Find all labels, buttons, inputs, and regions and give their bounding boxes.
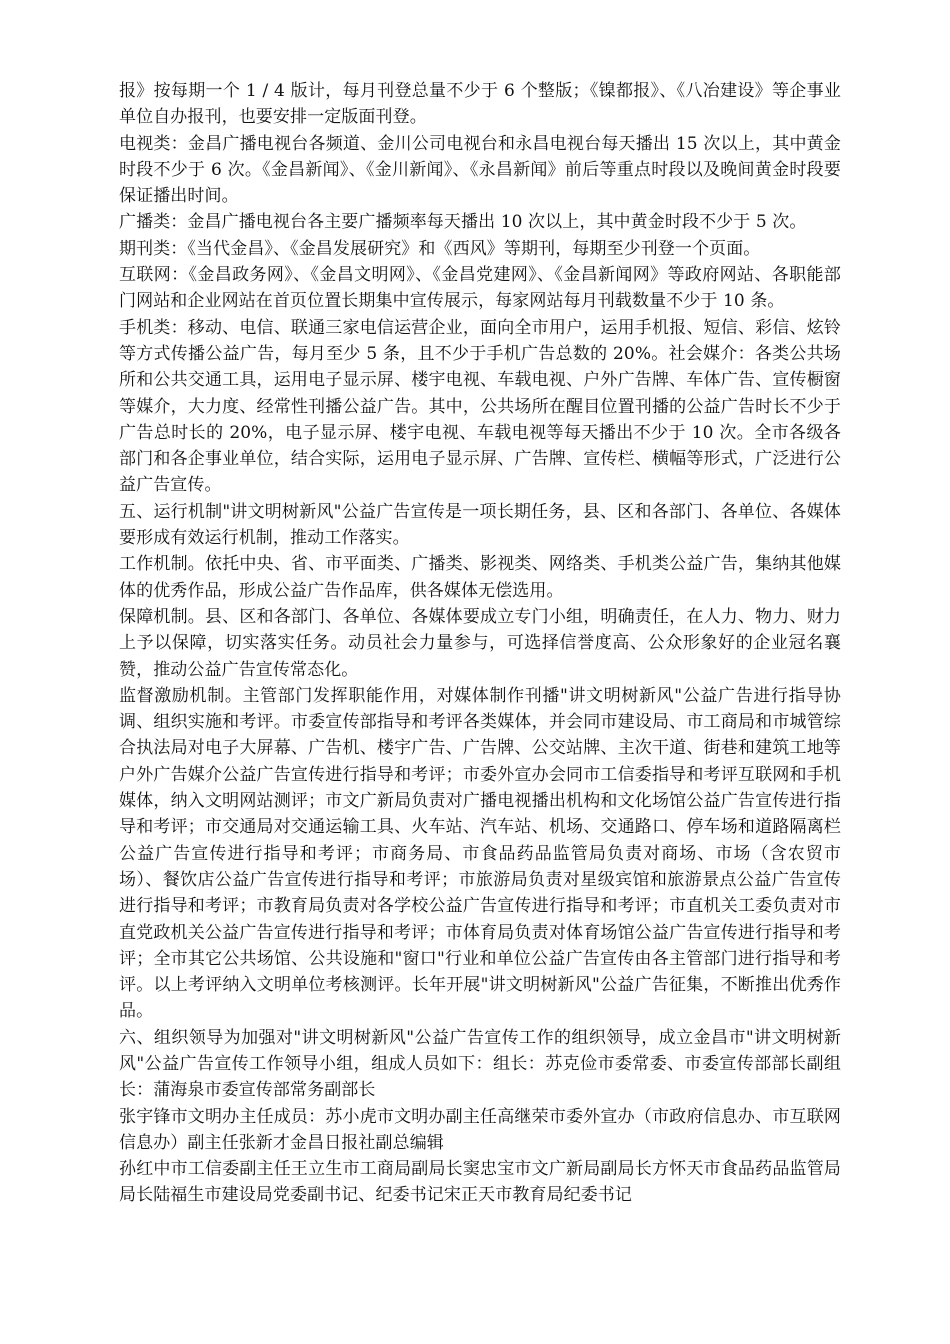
paragraph-internet: 互联网：《金昌政务网》、《金昌文明网》、《金昌党建网》、《金昌新闻网》等政府网站、各职能部门网站和企业网站在首页位置长期集中宣传展示，每家网站每月刊载数量不少于 10 条。: [119, 265, 841, 312]
document-body: [119, 78, 841, 1209]
paragraph-members-part-two: 孙红中市工信委副主任王立生市工商局副局长窦忠宝市文广新局副局长方怀天市食品药品监管局局长陆福生市建设局党委副书记、纪委书记宋正天市教育局纪委书记: [119, 1159, 841, 1206]
paragraph-section-six-heading: 六、组织领导为加强对"讲文明树新风"公益广告宣传工作的组织领导，成立金昌市"讲文明树新风"公益广告宣传工作领导小组，组成人员如下：组长：苏克俭市委常委、市委宣传部部长副组长：蒲海泉市委宣传部常务副部长: [119, 1027, 841, 1101]
paragraph-work-mechanism: 工作机制。依托中央、省、市平面类、广播类、影视类、网络类、手机类公益广告，集纳其他媒体的优秀作品，形成公益广告作品库，供各媒体无偿选用。: [119, 554, 841, 601]
paragraph-television: 电视类：金昌广播电视台各频道、金川公司电视台和永昌电视台每天播出 15 次以上，其中黄金时段不少于 6 次。《金昌新闻》、《金川新闻》、《永昌新闻》前后等重点时段以及晚间黄金时段要保证播出时间。: [119, 133, 841, 207]
paragraph-periodicals: 期刊类：《当代金昌》、《金昌发展研究》和《西风》等期刊，每期至少刊登一个页面。: [119, 238, 761, 259]
paragraph-mobile-and-social-media: 手机类：移动、电信、联通三家电信运营企业，面向全市用户，运用手机报、短信、彩信、炫铃等方式传播公益广告，每月至少 5 条，且不少于手机广告总数的 20%。社会媒介：各类公共场所和公共交通工具，运用电子显示屏、楼宇电视、车载电视、户外广告牌、车体广告、宣传橱窗等媒介，大力度、经常性刊播公益广告。其中，公共场所在醒目位置刊播的公益广告时长不少于广告总时长的 20%，电子显示屏、楼宇电视、车载电视等每天播出不少于 10 次。全市各级各部门和各企事业单位，结合实际，运用电子显示屏、广告牌、宣传栏、横幅等形式，广泛进行公益广告宣传。: [119, 317, 841, 496]
paragraph-newspaper-quota: 报》按每期一个 1 / 4 版计，每月刊登总量不少于 6 个整版；《镍都报》、《八冶建设》等企事业单位自办报刊，也要安排一定版面刊登。: [119, 81, 841, 128]
paragraph-members-part-one: 张宇锋市文明办主任成员：苏小虎市文明办副主任高继荣市委外宣办（市政府信息办、市互联网信息办）副主任张新才金昌日报社副总编辑: [119, 1106, 841, 1153]
paragraph-radio: 广播类：金昌广播电视台各主要广播频率每天播出 10 次以上，其中黄金时段不少于 5 次。: [119, 212, 807, 233]
paragraph-guarantee-mechanism: 保障机制。县、区和各部门、各单位、各媒体要成立专门小组，明确责任，在人力、物力、财力上予以保障，切实落实任务。动员社会力量参与，可选择信誉度高、公众形象好的企业冠名襄赞，推动公益广告宣传常态化。: [119, 606, 841, 680]
paragraph-supervision-mechanism: 监督激励机制。主管部门发挥职能作用，对媒体制作刊播"讲文明树新风"公益广告进行指导协调、组织实施和考评。市委宣传部指导和考评各类媒体，并会同市建设局、市工商局和市城管综合执法局对电子大屏幕、广告机、楼宇广告、广告牌、公交站牌、主次干道、街巷和建筑工地等户外广告媒介公益广告宣传进行指导和考评；市委外宣办会同市工信委指导和考评互联网和手机媒体，纳入文明网站测评；市文广新局负责对广播电视播出机构和文化场馆公益广告宣传进行指导和考评；市交通局对交通运输工具、火车站、汽车站、机场、交通路口、停车场和道路隔离栏公益广告宣传进行指导和考评；市商务局、市食品药品监管局负责对商场、市场（含农贸市场）、餐饮店公益广告宣传进行指导和考评；市旅游局负责对星级宾馆和旅游景点公益广告宣传进行指导和考评；市教育局负责对各学校公益广告宣传进行指导和考评；市直机关工委负责对市直党政机关公益广告宣传进行指导和考评；市体育局负责对体育场馆公益广告宣传进行指导和考评；全市其它公共场馆、公共设施和"窗口"行业和单位公益广告宣传由各主管部门进行指导和考评。以上考评纳入文明单位考核测评。长年开展"讲文明树新风"公益广告征集，不断推出优秀作品。: [119, 685, 841, 1022]
paragraph-section-five-heading: 五、运行机制"讲文明树新风"公益广告宣传是一项长期任务，县、区和各部门、各单位、各媒体要形成有效运行机制，推动工作落实。: [119, 501, 841, 549]
